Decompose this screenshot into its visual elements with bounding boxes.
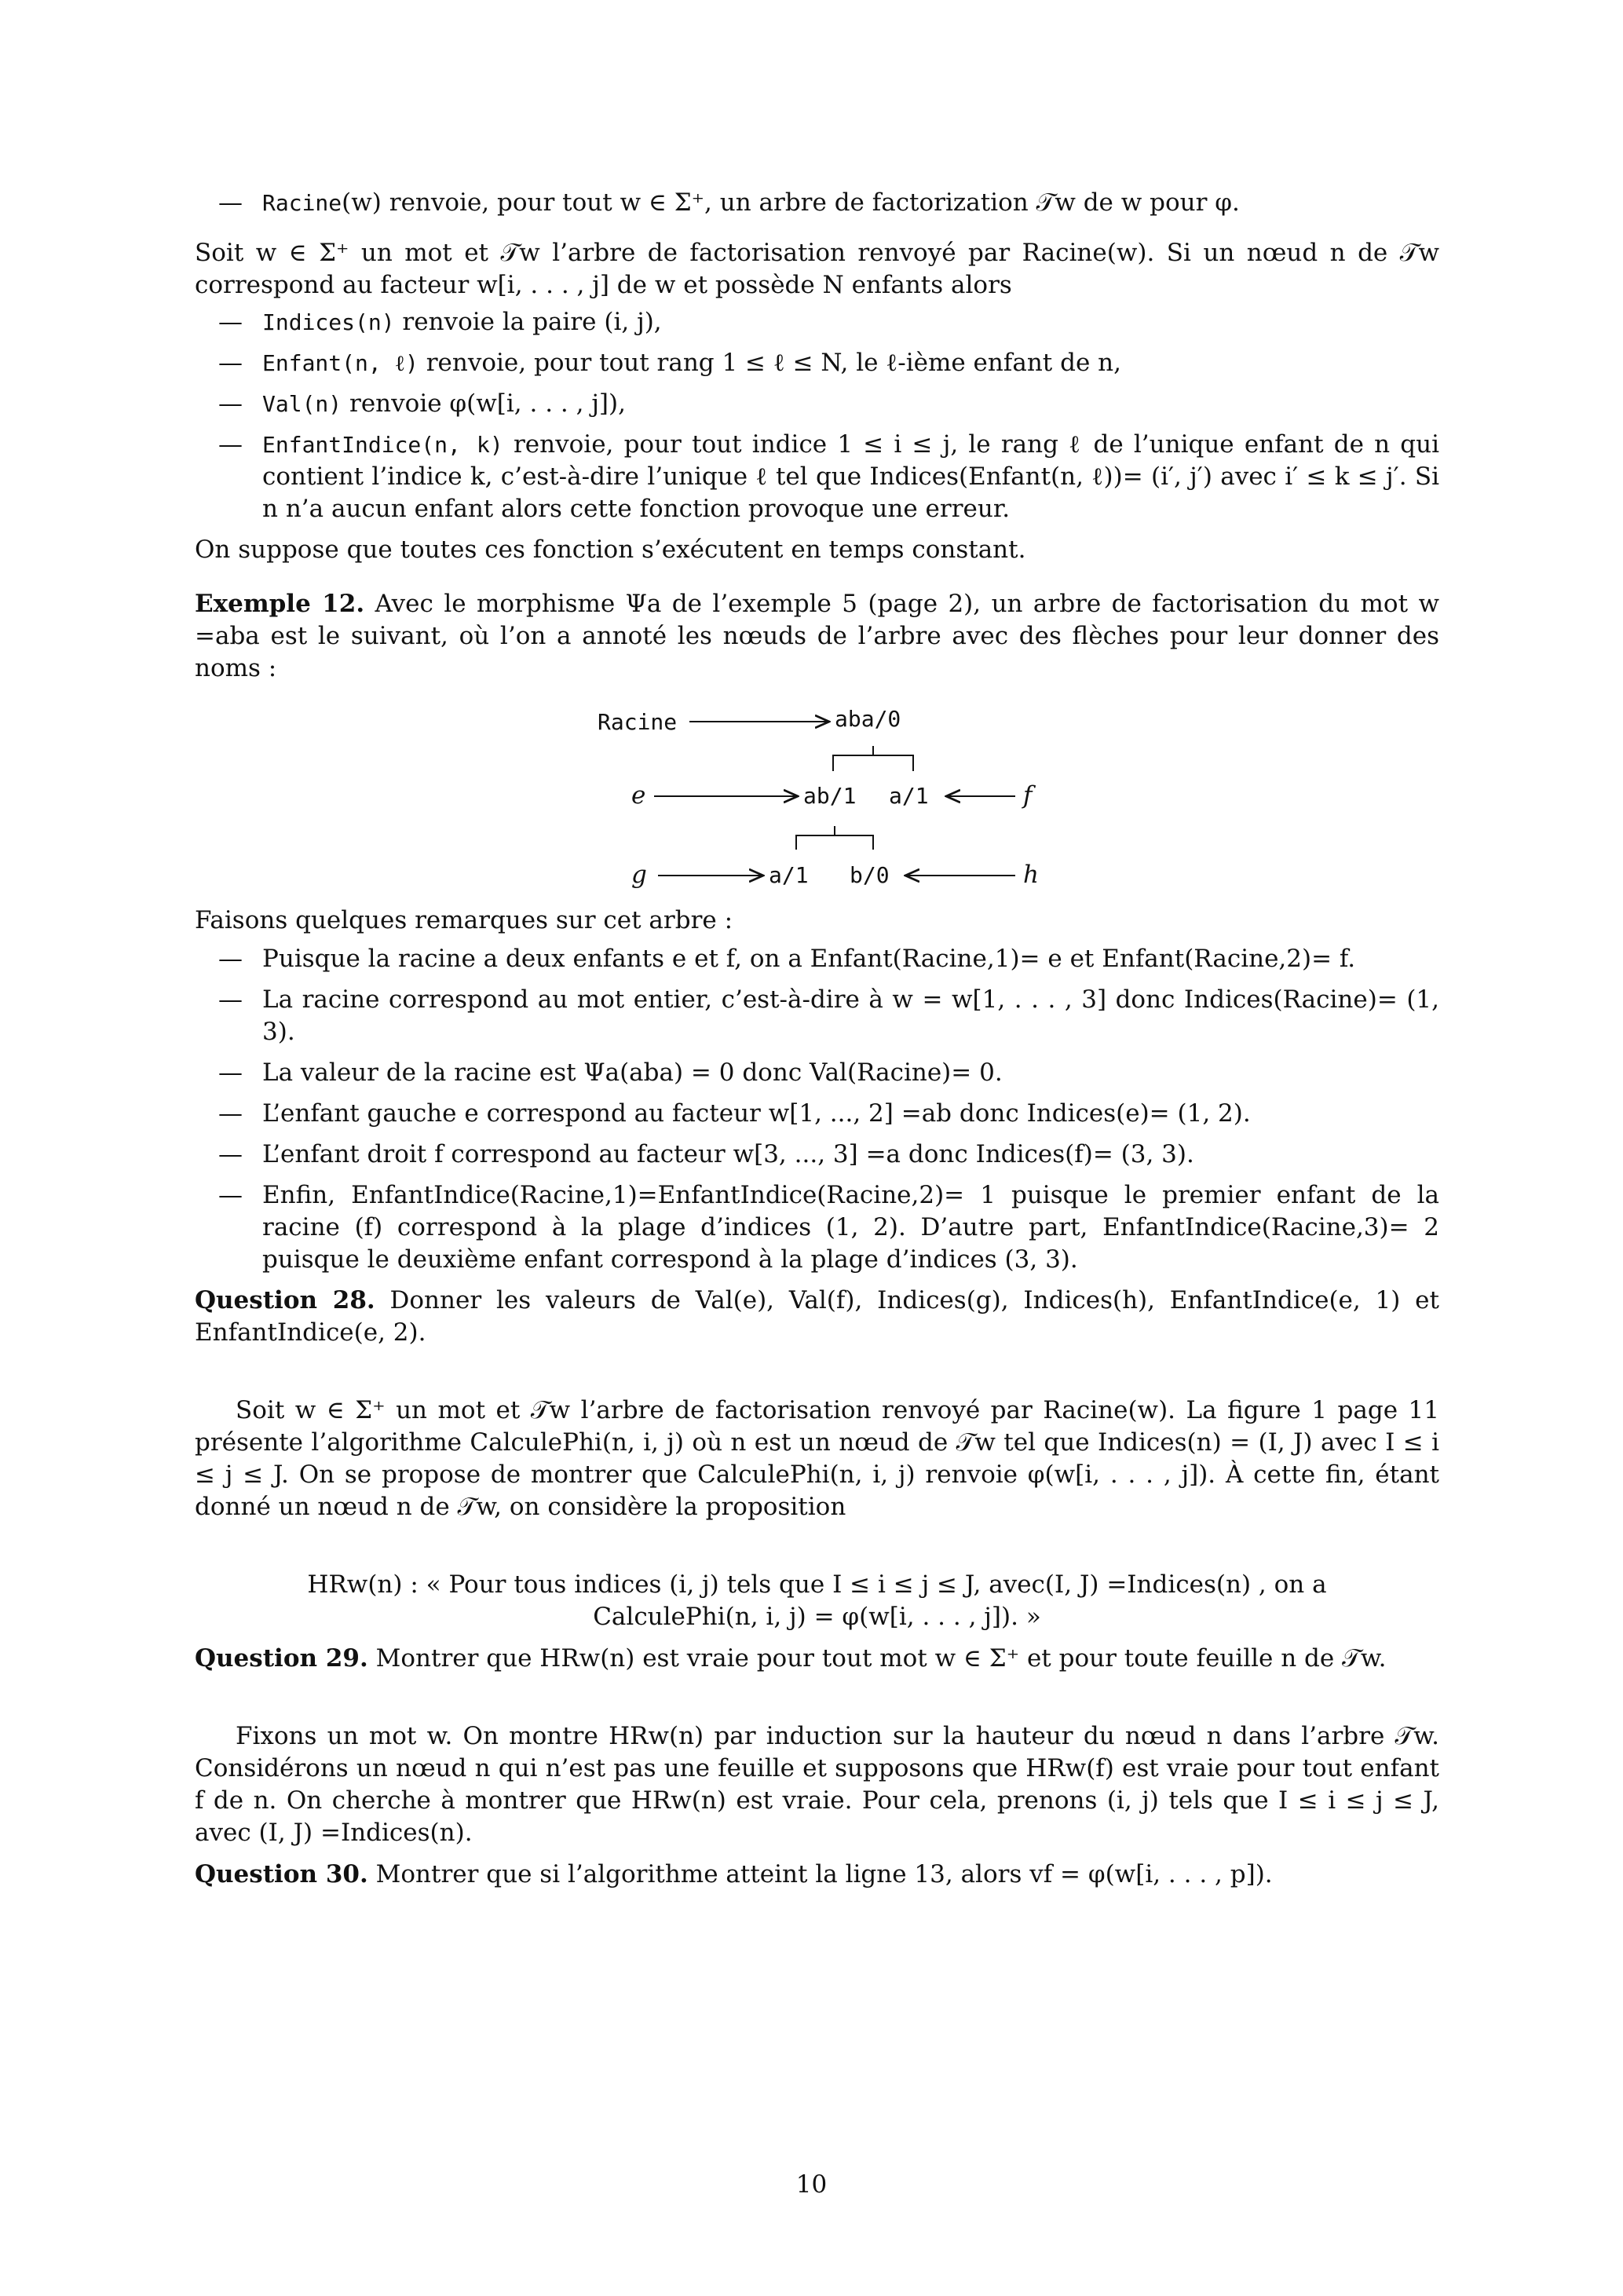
g-node: a/1 (769, 862, 809, 888)
g-label: g (631, 861, 647, 889)
remarks-list (195, 943, 1439, 1276)
list-item: — Enfant(n, ℓ) renvoie, pour tout rang 1 ≤ ℓ ≤ N, le ℓ-ième enfant de n, (218, 349, 1121, 377)
paragraph: On suppose que toutes ces fonction s’exécutent en temps constant. (195, 536, 1026, 564)
e-bracket (796, 826, 873, 850)
root-bracket (833, 746, 913, 771)
root-label: Racine (598, 709, 678, 735)
question-label: Question 29. (195, 1644, 368, 1673)
paragraph: Fixons un mot w. On montre HRw(n) par induction sur la hauteur du nœud n dans l’arbre 𝒯w. Considérons un nœud n qui n’est pas une feuille et supposons que HRw(f) est vraie pour tout enfant f de n. On cherche à montrer que HRw(n) est vraie. Pour cela, prenons (i, j) tels que I ≤ i ≤ j ≤ J, avec (I, J) =Indices(n). (195, 1722, 1439, 1847)
function-name: Racine (262, 190, 342, 216)
function-name: EnfantIndice(n, k) (262, 432, 503, 458)
intro-list (195, 187, 1439, 219)
question-28 (195, 1285, 1439, 1349)
function-arg: (w) (342, 188, 382, 217)
f-label: f (1023, 781, 1033, 810)
paragraph: Soit w ∈ Σ⁺ un mot et 𝒯w l’arbre de factorisation renvoyé par Racine(w). La figure 1 page 11 présente l’algorithme CalculePhi(n, i, j) où n est un nœud de 𝒯w tel que Indices(n) = (I, J) avec I ≤ i ≤ j ≤ J. On se propose de montrer que CalculePhi(n, i, j) renvoie φ(w[i, . . . , j]). À cette fin, étant donné un nœud n de 𝒯w, on considère la proposition (195, 1396, 1439, 1521)
question-label: Question 30. (195, 1860, 368, 1888)
question-29 (195, 1643, 1439, 1675)
function-name: Val(n) (262, 391, 342, 417)
factorization-tree (195, 685, 1439, 905)
list-item-text: renvoie la paire (i, j), (394, 308, 662, 336)
proposition-line-2: CalculePhi(n, i, j) = φ(w[i, . . . , j]). » (593, 1603, 1041, 1631)
question-30 (195, 1859, 1439, 1891)
proposition-line-1: HRw(n) : « Pour tous indices (i, j) tels que I ≤ i ≤ j ≤ J, avec(I, J) =Indices(n) , on a (307, 1570, 1327, 1599)
paragraph: Faisons quelques remarques sur cet arbre : (195, 906, 733, 934)
h-node: b/0 (850, 862, 890, 888)
list-item-text: L’enfant droit f correspond au facteur w[3, ..., 3] =a donc Indices(f)= (3, 3). (262, 1140, 1194, 1168)
example-12 (195, 588, 1439, 685)
list-item: — Enfin, EnfantIndice(Racine,1)=EnfantIndice(Racine,2)= 1 puisque le premier enfant de la racine (f) correspond à la plage d’indices (1, 2). D’autre part, EnfantIndice(Racine,3)= 2 puisque le deuxième enfant correspond à la plage d’indices (3, 3). (218, 1181, 1439, 1274)
list-item-text: Puisque la racine a deux enfants e et f, on a Enfant(Racine,1)= e et Enfant(Racine,2)= f. (262, 945, 1356, 973)
functions-list (195, 306, 1439, 525)
list-item: — La racine correspond au mot entier, c’est-à-dire à w = w[1, . . . , 3] donc Indices(Racine)= (1, 3). (218, 985, 1439, 1046)
question-label: Question 28. (195, 1286, 375, 1314)
list-item-text: L’enfant gauche e correspond au facteur w[1, ..., 2] =ab donc Indices(e)= (1, 2). (262, 1099, 1251, 1128)
f-node: a/1 (889, 783, 929, 809)
list-item: — L’enfant gauche e correspond au facteur w[1, ..., 2] =ab donc Indices(e)= (1, 2). (218, 1099, 1251, 1128)
list-item-text: renvoie, pour tout rang 1 ≤ ℓ ≤ N, le ℓ-ième enfant de n, (418, 349, 1121, 377)
list-item: — L’enfant droit f correspond au facteur w[3, ..., 3] =a donc Indices(f)= (3, 3). (218, 1140, 1194, 1168)
example-label: Exemple 12. (195, 590, 365, 618)
list-item-text: Enfin, EnfantIndice(Racine,1)=EnfantIndice(Racine,2)= 1 puisque le premier enfant de la racine (f) correspond à la plage d’indices (1, 2). D’autre part, EnfantIndice(Racine,3)= 2 puisque le deuxième enfant correspond à la plage d’indices (3, 3). (262, 1181, 1439, 1274)
question-text: Montrer que si l’algorithme atteint la ligne 13, alors vf = φ(w[i, . . . , p]). (367, 1860, 1273, 1888)
list-item: — La valeur de la racine est Ψa(aba) = 0 donc Val(Racine)= 0. (218, 1058, 1003, 1087)
function-name: Enfant(n, ℓ) (262, 350, 419, 376)
page-number: 10 (795, 2170, 828, 2199)
list-item-text: La valeur de la racine est Ψa(aba) = 0 donc Val(Racine)= 0. (262, 1058, 1003, 1087)
list-item: — EnfantIndice(n, k) renvoie, pour tout indice 1 ≤ i ≤ j, le rang ℓ de l’unique enfant de n qui contient l’indice k, c’est-à-dire l’unique ℓ tel que Indices(Enfant(n, ℓ))= (i′, j′) avec i′ ≤ k ≤ j′. Si n n’a aucun enfant alors cette fonction provoque une erreur. (218, 430, 1439, 523)
list-item-text: renvoie, pour tout indice 1 ≤ i ≤ j, le rang ℓ de l’unique enfant de n qui contient l’indice k, c’est-à-dire l’unique ℓ tel que Indices(Enfant(n, ℓ))= (i′, j′) avec i′ ≤ k ≤ j′. Si n n’a aucun enfant alors cette fonction provoque une erreur. (262, 430, 1439, 523)
e-node: ab/1 (803, 783, 857, 809)
question-text: Donner les valeurs de Val(e), Val(f), Indices(g), Indices(h), EnfantIndice(e, 1) et EnfantIndice(e, 2). (195, 1286, 1439, 1347)
list-item-text: renvoie, pour tout w ∈ Σ⁺, un arbre de factorization 𝒯w de w pour φ. (381, 188, 1240, 217)
list-item: — Racine(w) renvoie, pour tout w ∈ Σ⁺, un arbre de factorization 𝒯w de w pour φ. (218, 188, 1240, 217)
root-node: aba/0 (835, 706, 901, 732)
list-item-text: La racine correspond au mot entier, c’est-à-dire à w = w[1, . . . , 3] donc Indices(Racine)= (1, 3). (262, 985, 1439, 1046)
example-text: Avec le morphisme Ψa de l’exemple 5 (page 2), un arbre de factorisation du mot w =aba est le suivant, où l’on a annoté les nœuds de l’arbre avec des flèches pour leur donner des noms : (195, 590, 1439, 682)
paragraph: Soit w ∈ Σ⁺ un mot et 𝒯w l’arbre de factorisation renvoyé par Racine(w). Si un nœud n de 𝒯w correspond au facteur w[i, . . . , j] de w et possède N enfants alors (195, 239, 1439, 299)
list-item: — Indices(n) renvoie la paire (i, j), (218, 308, 662, 336)
list-item: — Puisque la racine a deux enfants e et f, on a Enfant(Racine,1)= e et Enfant(Racine,2)= f. (218, 945, 1356, 973)
question-text: Montrer que HRw(n) est vraie pour tout mot w ∈ Σ⁺ et pour toute feuille n de 𝒯w. (367, 1644, 1387, 1673)
function-name: Indices(n) (262, 309, 395, 335)
e-label: e (631, 781, 646, 810)
list-item-text: renvoie φ(w[i, . . . , j]), (342, 389, 626, 418)
list-item: — Val(n) renvoie φ(w[i, . . . , j]), (218, 389, 626, 418)
page-content (195, 187, 1439, 1891)
h-label: h (1023, 861, 1039, 889)
